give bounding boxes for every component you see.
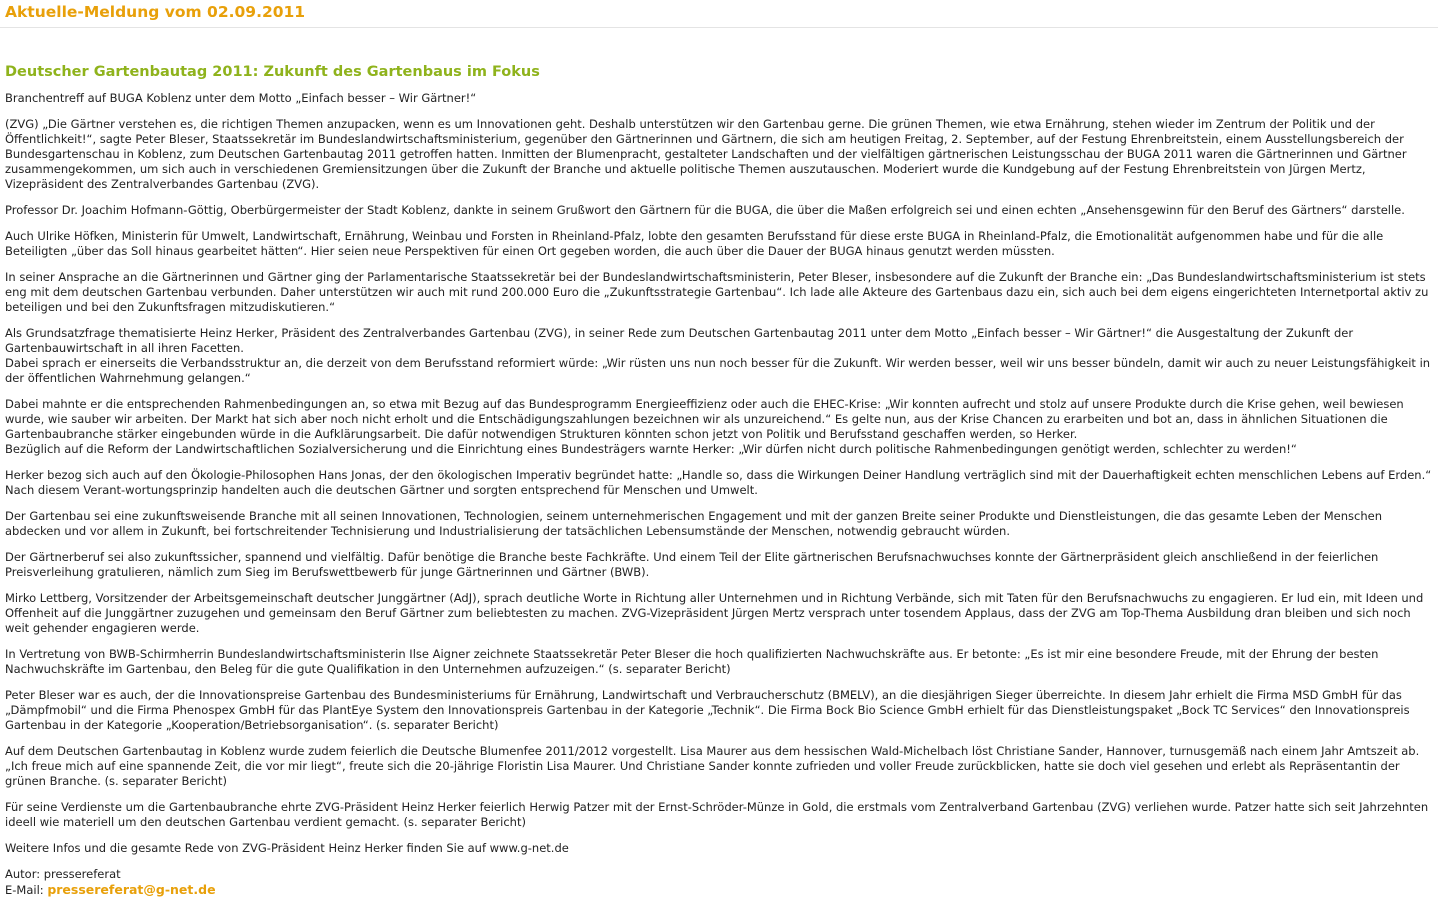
article-paragraph: (ZVG) „Die Gärtner verstehen es, die richtigen Themen anzupacken, wenn es um Innovationen geht. Deshalb unterstützen wir den Gartenbau gerne. Die grünen Themen, wie etwa Ernährung, stehen wieder im Zentrum der Politik und der Öffentlichkeit!“, sagte Peter Bleser, Staatssekretär im Bundeslandwirtschaftsministerium, gegenüber den Gärtnerinnen und Gärtnern, die sich am heutigen Freitag, 2. September, auf der Festung Ehrenbreitstein, einem Ausstellungsbereich der Bundesgartenschau in Koblenz, zum Deutschen Gartenbautag 2011 getroffen hatten. Inmitten der Blumenpracht, gestalteter Landschaften und der vielfältigen gärtnerischen Leistungsschau der BUGA 2011 waren die Gärtnerinnen und Gärtner zusammengekommen, um sich auch in verschiedenen Gremiensitzungen über die Zukunft der Branche und aktuelle politische Themen auszutauschen. Moderiert wurde die Kundgebung auf der Festung Ehrenbreitstein von Jürgen Mertz, Vizepräsident des Zentralverbandes Gartenbau (ZVG).	[5, 117, 1407, 191]
page-title: Aktuelle-Meldung vom 02.09.2011	[5, 3, 306, 21]
email-row	[5, 882, 1433, 898]
email-link[interactable]: pressereferat@g-net.de	[47, 882, 216, 897]
article-paragraph: Auch Ulrike Höfken, Ministerin für Umwelt, Landwirtschaft, Ernährung, Weinbau und Forsten in Rheinland-Pfalz, lobte den gesamten Berufsstand für diese erste BUGA in Rheinland-Pfalz, die Emotionalität aufgenommen habe und für die alle Beteiligten „über das Soll hinaus gearbeitet hätten“. Hier seien neue Perspektiven für einen Ort gegeben worden, die auch über die Dauer der BUGA hinaus genutzt werden müssten.	[5, 229, 1384, 258]
article-body	[5, 117, 1433, 856]
article-paragraph: Der Gärtnerberuf sei also zukunftssicher, spannend und vielfältig. Dafür benötige die Branche beste Fachkräfte. Und einem Teil der Elite gärtnerischen Berufsnachwuchses konnte der Gärtnerpräsident gleich anschließend in der feierlichen Preisverleihung gratulieren, nämlich zum Sieg im Berufswettbewerb für junge Gärtnerinnen und Gärtner (BWB).	[5, 550, 1379, 579]
article-subtitle: Branchentreff auf BUGA Koblenz unter dem Motto „Einfach besser – Wir Gärtner!“	[5, 91, 477, 105]
page-header	[0, 0, 1438, 28]
article-paragraph: In seiner Ansprache an die Gärtnerinnen und Gärtner ging der Parlamentarische Staatssekretär bei der Bundeslandwirtschaftsministerin, Peter Bleser, insbesondere auf die Zukunft der Branche ein: „Das Bundeslandwirtschaftsministerium ist stets eng mit dem deutschen Gartenbau verbunden. Daher unterstützen wir auch mit rund 200.000 Euro die „Zukunftsstrategie Gartenbau“. Ich lade alle Akteure des Gartenbaus dazu ein, sich auch bei dem eigens eingerichteten Internetportal aktiv zu beteiligen und bei den Zukunftsfragen mitzudiskutieren.“	[5, 270, 1429, 314]
article-paragraph: Für seine Verdienste um die Gartenbaubranche ehrte ZVG-Präsident Heinz Herker feierlich Herwig Patzer mit der Ernst-Schröder-Münze in Gold, die erstmals vom Zentralverband Gartenbau (ZVG) verliehen wurde. Patzer hatte sich seit Jahrzehnten ideell wie materiell um den deutschen Gartenbau verdient gemacht. (s. separater Bericht)	[5, 800, 1429, 829]
article-paragraph: Mirko Lettberg, Vorsitzender der Arbeitsgemeinschaft deutscher Junggärtner (AdJ), sprach deutliche Worte in Richtung aller Unternehmen und in Richtung Verbände, sich mit Taten für den Berufsnachwuchs zu engagieren. Er lud ein, mit Ideen und Offenheit auf die Junggärtner zuzugehen und gemeinsam den Beruf Gärtner zum beliebtesten zu machen. ZVG-Vizepräsident Jürgen Mertz versprach unter tosendem Applaus, dass der ZVG am Top-Thema Ausbildung dran bleiben und sich noch weit gehender engagieren werde.	[5, 591, 1424, 635]
article-headline: Deutscher Gartenbautag 2011: Zukunft des Gartenbaus im Fokus	[5, 64, 540, 80]
article-paragraph: Auf dem Deutschen Gartenbautag in Koblenz wurde zudem feierlich die Deutsche Blumenfee 2011/2012 vorgestellt. Lisa Maurer aus dem hessischen Wald-Michelbach löst Christiane Sander, Hannover, turnusgemäß nach einem Jahr Amtszeit ab. „Ich freue mich auf eine spannende Zeit, die vor mir liegt“, freute sich die 20-jährige Floristin Lisa Maurer. Und Christiane Sander konnte zufrieden und voller Freude zurückblicken, hatte sie doch viel gesehen und erlebt als Repräsentantin der grünen Branche. (s. separater Bericht)	[5, 744, 1420, 788]
author-line: Autor: pressereferat	[5, 867, 121, 881]
article-paragraph: Herker bezog sich auch auf den Ökologie-Philosophen Hans Jonas, der den ökologischen Imperativ begründet hatte: „Handle so, dass die Wirkungen Deiner Handlung verträglich sind mit der Dauerhaftigkeit echten menschlichen Lebens auf Erden.“ Nach diesem Verant-wortungsprinzip handelten auch die deutschen Gärtner und sorgten entsprechend für Menschen und Umwelt.	[5, 468, 1432, 497]
article-paragraph: Dabei mahnte er die entsprechenden Rahmenbedingungen an, so etwa mit Bezug auf das Bundesprogramm Energieeffizienz oder auch die EHEC-Krise: „Wir konnten aufrecht und stolz auf unsere Produkte durch die Krise gehen, weil bewiesen wurde, wie sauber wir arbeiten. Der Markt hat sich aber noch nicht erholt und die Entschädigungszahlungen bezeichnen wir als unzureichend.“ Es gelte nun, aus der Krise Chancen zu erarbeiten und bot an, dass in ähnlichen Situationen die Gartenbaubranche stärker eingebunden würde in die Aufklärungsarbeit. Die dafür notwendigen Strukturen könnten schon jetzt von Politik und Berufsstand geschaffen werden, so Herker. Bezüglich auf die Reform der Landwirtschaftlichen Sozialversicherung und die Einrichtung eines Bundesträgers warnte Herker: „Wir dürfen nicht durch politische Rahmenbedingungen genötigt werden, schlechter zu werden!“	[5, 397, 1404, 456]
article-paragraph: Weitere Infos und die gesamte Rede von ZVG-Präsident Heinz Herker finden Sie auf www.g-net.de	[5, 841, 569, 855]
article-paragraph: Professor Dr. Joachim Hofmann-Göttig, Oberbürgermeister der Stadt Koblenz, dankte in seinem Grußwort den Gärtnern für die BUGA, die über die Maßen erfolgreich sei und einen echten „Ansehensgewinn für den Beruf des Gärtners“ darstelle.	[5, 203, 1405, 217]
article-paragraph: Als Grundsatzfrage thematisierte Heinz Herker, Präsident des Zentralverbandes Gartenbau (ZVG), in seiner Rede zum Deutschen Gartenbautag 2011 unter dem Motto „Einfach besser – Wir Gärtner!“ die Ausgestaltung der Zukunft der Gartenbauwirtschaft in all ihren Facetten. Dabei sprach er einerseits die Verbandsstruktur an, die derzeit von dem Berufsstand reformiert würde: „Wir rüsten uns nun noch besser für die Zukunft. Wir werden besser, weil wir uns besser bündeln, damit wir auch zu neuer Leistungsfähigkeit in der öffentlichen Wahrnehmung gelangen.“	[5, 326, 1431, 385]
article-paragraph: Der Gartenbau sei eine zukunftsweisende Branche mit all seinen Innovationen, Technologien, seinem unternehmerischen Engagement und mit der ganzen Breite seiner Produkte und Dienstleistungen, die das gesamte Leben der Menschen abdecken und vor allem in Zukunft, bei fortschreitender Technisierung und Industrialisierung der tatsächlichen Lebensumstände der Menschen, notwendig gebraucht würden.	[5, 509, 1383, 538]
article-paragraph: Peter Bleser war es auch, der die Innovationspreise Gartenbau des Bundesministeriums für Ernährung, Landwirtschaft und Verbraucherschutz (BMELV), an die diesjährigen Sieger überreichte. In diesem Jahr erhielt die Firma MSD GmbH für das „Dämpfmobil“ und die Firma Phenospex GmbH für das PlantEye System den Innovationspreis Gartenbau in der Kategorie „Technik“. Die Firma Bock Bio Science GmbH erhielt für das Dienstleistungspaket „Bock TC Services“ den Innovationspreis Gartenbau in der Kategorie „Kooperation/Betriebsorganisation“. (s. separater Bericht)	[5, 688, 1410, 732]
article-paragraph: In Vertretung von BWB-Schirmherrin Bundeslandwirtschaftsministerin Ilse Aigner zeichnete Staatssekretär Peter Bleser die hoch qualifizierten Nachwuchskräfte aus. Er betonte: „Es ist mir eine besondere Freude, mit der Ehrung der besten Nachwuchskräfte im Gartenbau, den Beleg für die gute Qualifikation in den Unternehmen aufzuzeigen.“ (s. separater Bericht)	[5, 647, 1379, 676]
email-label: E-Mail:	[5, 883, 48, 897]
article	[0, 63, 1438, 898]
